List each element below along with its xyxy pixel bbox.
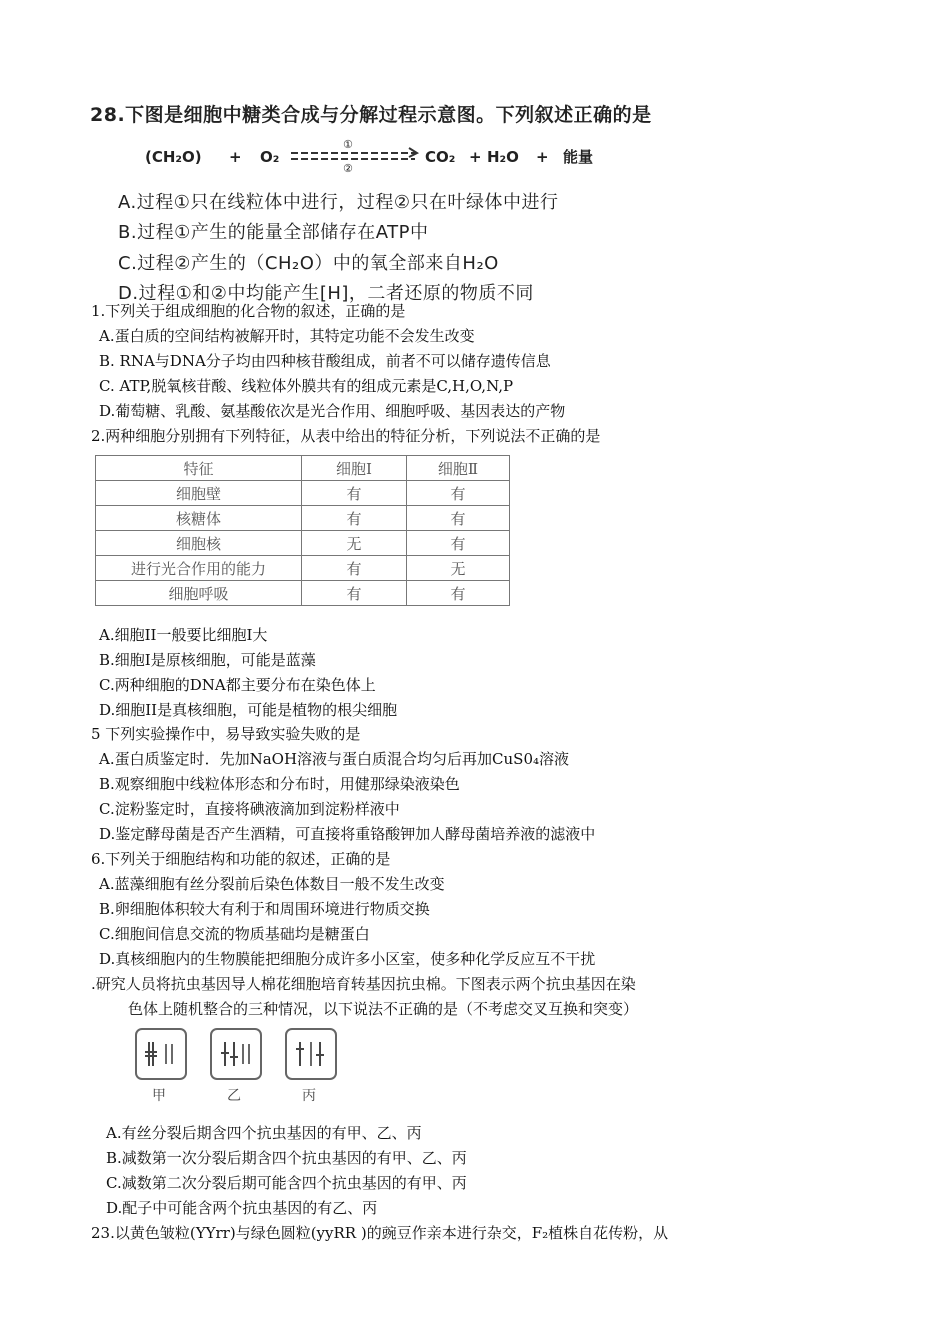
figure-label-jia: 甲: [152, 1088, 166, 1104]
q28-option-d: D.过程①和②中均能产生[H]，二者还原的物质不同: [118, 283, 534, 304]
q1-option-d: D.葡萄糖、乳酸、氨基酸依次是光合作用、细胞呼吸、基因表达的产物: [99, 402, 566, 420]
table-row: [96, 506, 510, 531]
q5-option-d: D.鉴定酵母菌是否产生酒精，可直接将重铬酸钾加人酵母菌培养液的滤液中: [99, 825, 596, 843]
q5-option-c: C.淀粉鉴定时，直接将碘液滴加到淀粉样液中: [99, 800, 400, 818]
table-header-row: [96, 456, 510, 481]
q6-title: 6.下列关于细胞结构和功能的叙述，正确的是: [91, 850, 391, 868]
q6-option-a: A.蓝藻细胞有丝分裂前后染色体数目一般不发生改变: [99, 875, 445, 893]
eq-plus3: +: [536, 148, 549, 166]
q6-option-d: D.真核细胞内的生物膜能把细胞分成许多小区室，使多种化学反应互不干扰: [99, 950, 596, 968]
q1-option-a: A.蛋白质的空间结构被解开时，其特定功能不会发生改变: [99, 327, 475, 345]
table-row: [96, 581, 510, 606]
q28-title: 28.下图是细胞中糖类合成与分解过程示意图。下列叙述正确的是: [90, 104, 652, 126]
cell-diagram-bing: [285, 1028, 337, 1080]
table-cell: 有: [407, 581, 510, 606]
table-header-cell: 细胞Ⅱ: [407, 456, 510, 481]
table-cell: 有: [302, 581, 407, 606]
eq-arrow-top: ①: [343, 138, 353, 151]
eq-lhs1: (CH₂O): [145, 148, 202, 166]
chromosome-icon: [137, 1030, 185, 1078]
table-cell: 有: [302, 506, 407, 531]
eq-rhs3: 能量: [563, 148, 594, 166]
q2-option-d: D.细胞II是真核细胞，可能是植物的根尖细胞: [99, 701, 398, 719]
chromosome-icon: [212, 1030, 260, 1078]
q2-option-a: A.细胞II一般要比细胞I大: [99, 626, 268, 644]
q28-option-a: A.过程①只在线粒体中进行，过程②只在叶绿体中进行: [118, 192, 559, 213]
q6-option-b: B.卵细胞体积较大有利于和周围环境进行物质交换: [99, 900, 430, 918]
table-header-cell: 特征: [96, 456, 302, 481]
figure-label-yi: 乙: [227, 1088, 241, 1104]
table-cell: 核糖体: [96, 506, 302, 531]
table-header-cell: 细胞Ⅰ: [302, 456, 407, 481]
q2-option-c: C.两种细胞的DNA都主要分布在染色体上: [99, 676, 376, 694]
table-row: [96, 481, 510, 506]
q23-title: 23.以黄色皱粒(YYrr)与绿色圆粒(yyRR )的豌豆作亲本进行杂交，F₂植株自花传粉，从: [91, 1224, 669, 1242]
q1-option-c: C. ATP,脱氧核苷酸、线粒体外膜共有的组成元素是C,H,O,N,P: [99, 377, 514, 395]
eq-rhs1: CO₂: [425, 148, 456, 166]
table-cell: 有: [302, 556, 407, 581]
eq-plus1: +: [229, 148, 242, 166]
q2-title: 2.两种细胞分别拥有下列特征，从表中给出的特征分析，下列说法不正确的是: [91, 427, 601, 445]
table-cell: 有: [407, 506, 510, 531]
table-cell: 细胞呼吸: [96, 581, 302, 606]
cell-diagram-jia: [135, 1028, 187, 1080]
table-cell: 细胞核: [96, 531, 302, 556]
q5-title: 5 下列实验操作中，易导致实验失败的是: [91, 725, 361, 743]
q2-option-b: B.细胞I是原核细胞，可能是蓝藻: [99, 651, 316, 669]
q1-title: 1.下列关于组成细胞的化合物的叙述，正确的是: [91, 302, 406, 320]
q7-title-line1: .研究人员将抗虫基因导人棉花细胞培育转基因抗虫棉。下图表示两个抗虫基因在染: [91, 975, 636, 993]
eq-lhs2: O₂: [260, 148, 280, 166]
table-cell: 无: [302, 531, 407, 556]
q28-option-c: C.过程②产生的（CH₂O）中的氧全部来自H₂O: [118, 253, 499, 274]
q7-option-c: C.减数第二次分裂后期可能含四个抗虫基因的有甲、丙: [106, 1174, 467, 1192]
q28-option-b: B.过程①产生的能量全部储存在ATP中: [118, 222, 429, 243]
q7-option-a: A.有丝分裂后期含四个抗虫基因的有甲、乙、丙: [106, 1124, 422, 1142]
table-cell: 有: [407, 481, 510, 506]
table-row: [96, 531, 510, 556]
eq-plus2: +: [469, 148, 482, 166]
q5-option-a: A.蛋白质鉴定时．先加NaOH溶液与蛋白质混合均匀后再加CuS0₄溶液: [99, 750, 570, 768]
q7-title-line2: 色体上随机整合的三种情况，以下说法不正确的是（不考虑交叉互换和突变）: [128, 1000, 639, 1018]
eq-rhs2: H₂O: [487, 148, 519, 166]
table-cell: 有: [407, 531, 510, 556]
q1-option-b: B. RNA与DNA分子均由四种核苷酸组成，前者不可以储存遗传信息: [99, 352, 551, 370]
cell-diagram-yi: [210, 1028, 262, 1080]
q2-feature-table: [95, 455, 510, 606]
figure-label-bing: 丙: [302, 1088, 316, 1104]
table-cell: 进行光合作用的能力: [96, 556, 302, 581]
q7-option-b: B.减数第一次分裂后期含四个抗虫基因的有甲、乙、丙: [106, 1149, 467, 1167]
table-cell: 无: [407, 556, 510, 581]
q28-equation: [143, 136, 613, 174]
chromosome-icon: [287, 1030, 335, 1078]
eq-arrow-bottom: ②: [343, 162, 353, 174]
q7-option-d: D.配子中可能含两个抗虫基因的有乙、丙: [106, 1199, 378, 1217]
table-cell: 细胞壁: [96, 481, 302, 506]
table-row: [96, 556, 510, 581]
table-cell: 有: [302, 481, 407, 506]
q5-option-b: B.观察细胞中线粒体形态和分布时，用健那绿染液染色: [99, 775, 460, 793]
q6-option-c: C.细胞间信息交流的物质基础均是糖蛋白: [99, 925, 370, 943]
